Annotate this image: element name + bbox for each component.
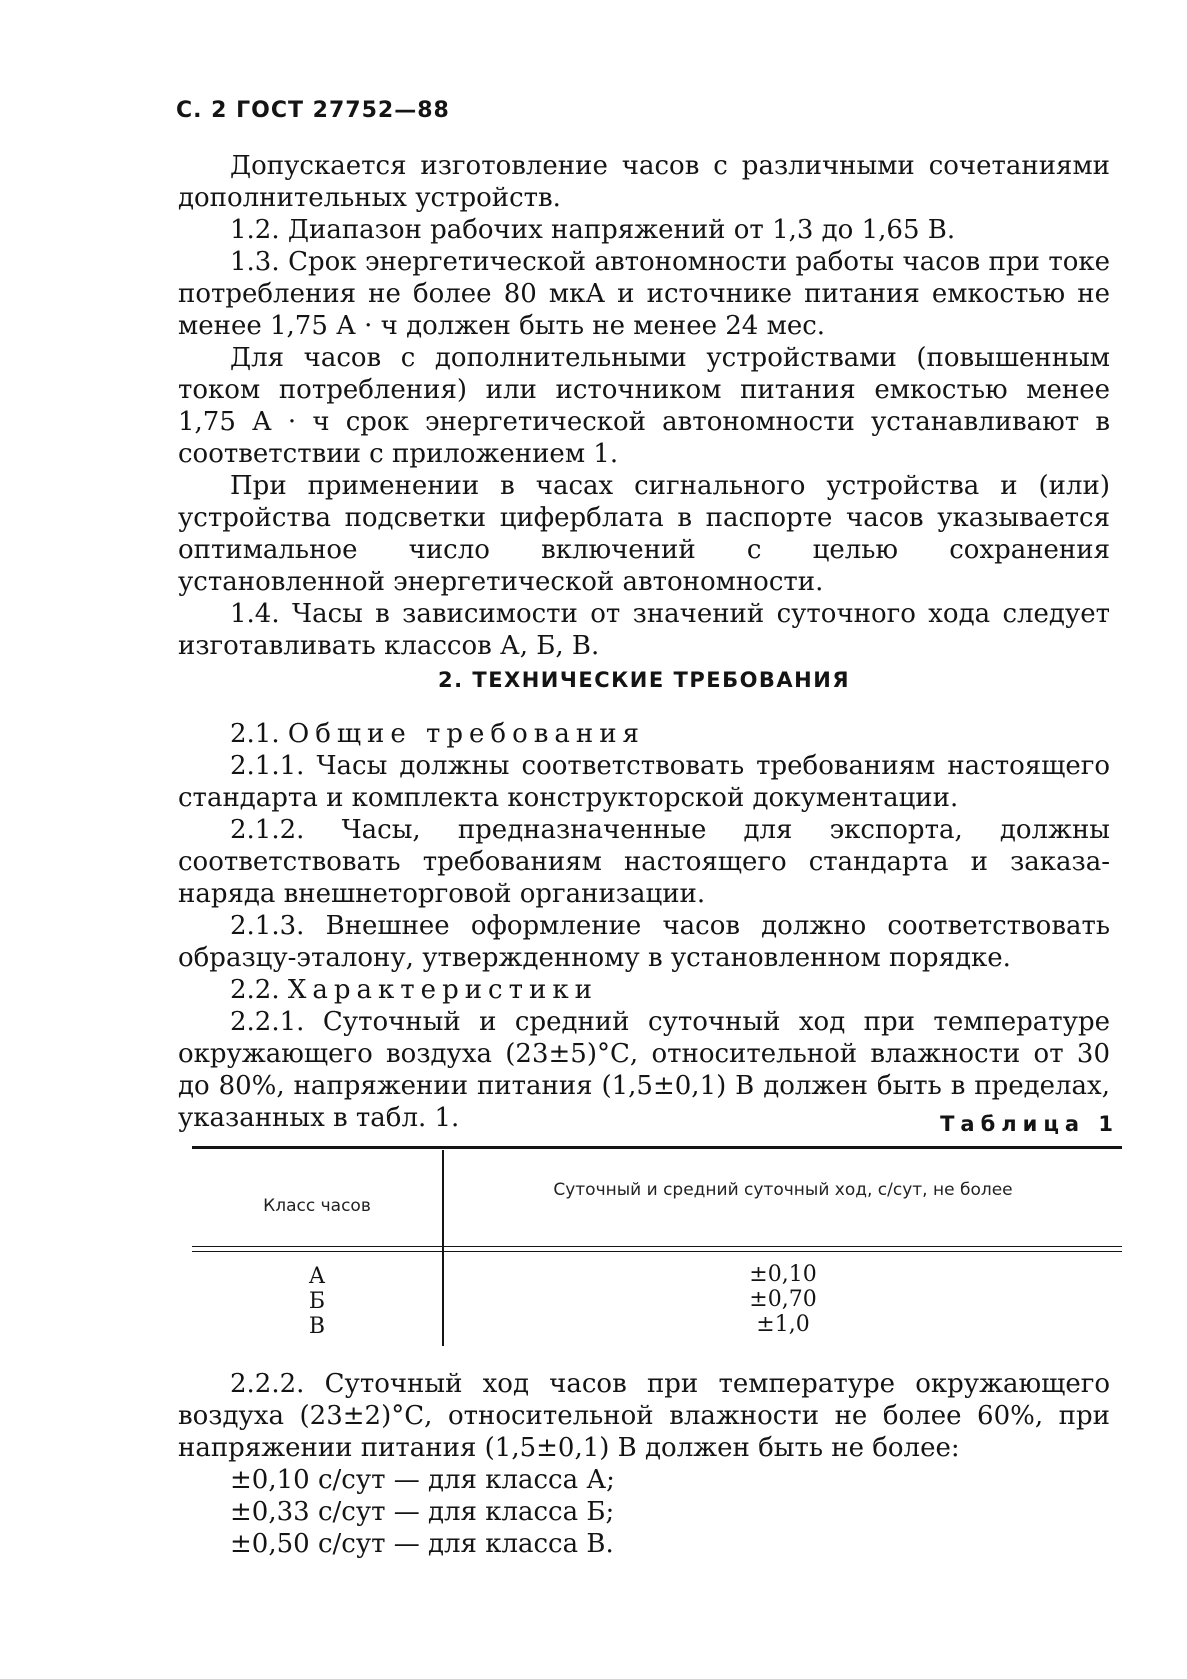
table-cell-rate: ±0,10 [749, 1262, 817, 1287]
paragraph: 1.2. Диапазон рабочих напряжений от 1,3 до 1,65 В. [230, 215, 956, 245]
paragraph: 1.4. Часы в зависимости от значений суточного хода следует изготавливать классов А, Б, В. [178, 599, 1110, 661]
page-header: С. 2 ГОСТ 27752—88 [176, 98, 450, 123]
subsection-title: Общие требования [287, 719, 645, 749]
paragraph: Допускается изготовление часов с различными сочетаниями дополнительных устройств. [178, 151, 1110, 213]
table-header-rate: Суточный и средний суточный ход, с/сут, не более [553, 1180, 1013, 1200]
paragraph: При применении в часах сигнального устройства и (или) устройства подсветки циферблата в паспорте часов указывается оптимальное число включений с целью сохранения установленной энергетической автономности. [178, 471, 1110, 597]
table-cell-class: В [308, 1314, 326, 1339]
paragraph: 2.2.2. Суточный ход часов при температуре окружающего воздуха (23±2)°С, относительной влажности не более 60%, при напряжении питания (1,5±0,1) В должен быть не более: [178, 1369, 1110, 1463]
list-item: ±0,50 с/сут — для класса В. [230, 1529, 614, 1559]
list-item: ±0,10 с/сут — для класса А; [230, 1465, 615, 1495]
paragraph: Для часов с дополнительными устройствами (повышенным током потребления) или источником питания емкостью менее 1,75 А · ч срок энергетической автономности устанавливают в соответствии с приложением 1. [178, 343, 1110, 469]
paragraph: 2.2.1. Суточный и средний суточный ход при температуре окружающего воздуха (23±5)°С, относительной влажности от 30 до 80%, напряжении питания (1,5±0,1) В должен быть в пределах, указанных в табл. 1. [178, 1007, 1110, 1133]
table-rate-column [444, 1262, 1122, 1337]
table-cell-rate: ±1,0 [756, 1312, 810, 1337]
table-1 [192, 1146, 1122, 1346]
table-class-column [192, 1264, 442, 1339]
table-header-class: Класс часов [263, 1196, 371, 1216]
table-header-rule [192, 1246, 1122, 1247]
table-header-rule [192, 1251, 1122, 1252]
section-2-text [178, 718, 1110, 1134]
table-label: Таблица 1 [940, 1112, 1119, 1136]
paragraph: 2.1.3. Внешнее оформление часов должно соответствовать образцу-эталону, утвержденному в установленном порядке. [178, 911, 1110, 973]
table-cell-rate: ±0,70 [749, 1287, 817, 1312]
section-1-text [178, 150, 1110, 662]
table-cell-class: А [308, 1264, 326, 1289]
subsection-number: 2.2. [230, 975, 280, 1005]
subsection-title: Характеристики [287, 975, 598, 1005]
subsection-heading [178, 974, 1110, 1006]
paragraph: 1.3. Срок энергетической автономности работы часов при токе потребления не более 80 мкА и источнике питания емкостью не менее 1,75 А · ч должен быть не менее 24 мес. [178, 247, 1110, 341]
paragraph: 2.1.2. Часы, предназначенные для экспорта, должны соответствовать требованиям настоящего стандарта и заказа-наряда внешнеторговой организации. [178, 815, 1110, 909]
table-cell-class: Б [308, 1289, 326, 1314]
subsection-heading [178, 718, 1110, 750]
section-title: 2. ТЕХНИЧЕСКИЕ ТРЕБОВАНИЯ [437, 668, 851, 692]
list-item: ±0,33 с/сут — для класса Б; [230, 1497, 615, 1527]
paragraph: 2.1.1. Часы должны соответствовать требованиям настоящего стандарта и комплекта конструкторской документации. [178, 751, 1110, 813]
table-top-rule [192, 1146, 1122, 1149]
section-2-2-2-text [178, 1368, 1110, 1560]
subsection-number: 2.1. [230, 719, 280, 749]
